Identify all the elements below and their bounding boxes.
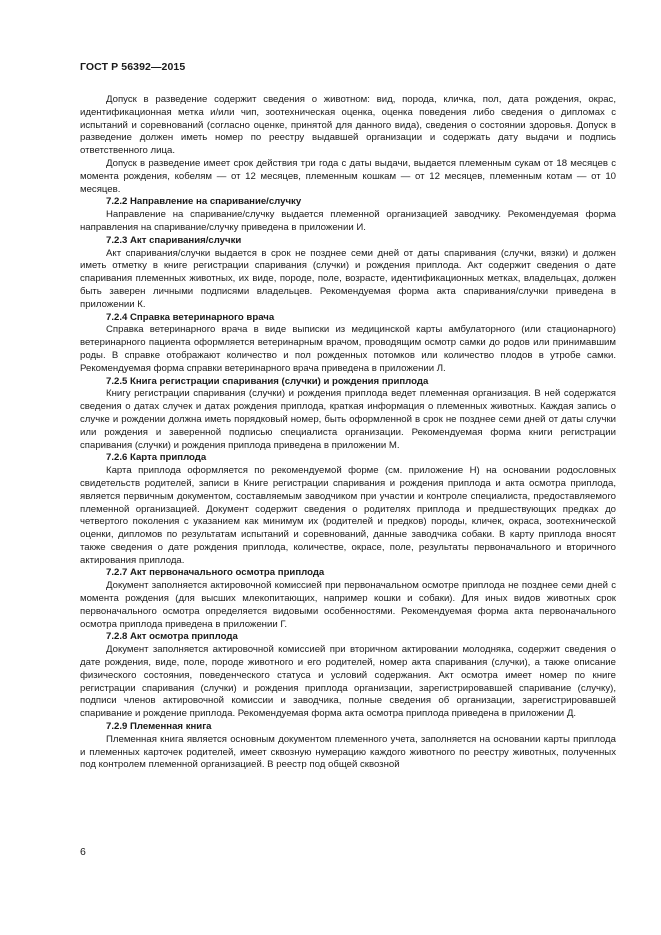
- section-heading: 7.2.3 Акт спаривания/случки: [106, 234, 242, 246]
- paragraph: Допуск в разведение имеет срок действия три года с даты выдачи, выдается племенным сукам от 18 месяцев с момента рождения, кобелям — от 12 месяцев, племенным кошкам — от 12 месяцев, племенным котам — от 10 месяцев.: [80, 157, 616, 195]
- document-header: ГОСТ Р 56392—2015: [80, 61, 186, 73]
- paragraph: Документ заполняется актировочной комиссией при вторичном актировании молодняка, содержит сведения о дате рождения, виде, поле, породе животного и его родителей, номер акта спаривания (случки), а также описание физического состояния, поведенческого статуса и условий содержания. Акт осмотра имеет номер по книге регистрации спаривания (случки) и рождения приплода организации, зарегистрировавшей спаривание (случку), подписи членов актировочной комиссии и заводчика, полные сведения об организации, зарегистрировавшей спаривание и рождение приплода. Рекомендуемая форма акта осмотра приплода приведена в приложении Д.: [80, 644, 616, 720]
- section-heading: 7.2.6 Карта приплода: [106, 452, 207, 464]
- paragraph: Племенная книга является основным документом племенного учета, заполняется на основании карты приплода и племенных карточек родителей, имеет сквозную нумерацию каждого животного по реестру животных, полученных под контролем племенной организацией. В реестр под общей сквозной: [80, 733, 616, 771]
- section-heading: 7.2.5 Книга регистрации спаривания (случки) и рождения приплода: [106, 375, 429, 387]
- section-heading: 7.2.4 Справка ветеринарного врача: [106, 311, 275, 323]
- section-heading: 7.2.9 Племенная книга: [106, 721, 212, 733]
- paragraph: Акт спаривания/случки выдается в срок не позднее семи дней от даты спаривания (случки, вязки) и должен иметь отметку в книге регистрации спаривания (случки) и рождения приплода. Акт содержит сведения о дате спаривания племенных животных, их виде, породе, поле, возрасте, идентификационных метках, владельцах, должен быть заверен личными подписями владельцев. Рекомендуемая форма акта спаривания/случки приведена в приложении К.: [80, 247, 616, 310]
- section-heading: 7.2.8 Акт осмотра приплода: [106, 631, 238, 643]
- paragraph: Допуск в разведение содержит сведения о животном: вид, порода, кличка, пол, дата рождения, окрас, идентификационная метка и/или чип, зоотехническая оценка, оценка поведения либо сведения о дипломах с испытаний и соревнований (согласно оценке, принятой для данного вида), сведения о состоянии здоровья. Допуск в разведение должен иметь номер по реестру выдавшей организации и содержать дату выдачи и подпись ответственного лица.: [80, 94, 616, 157]
- paragraph: Справка ветеринарного врача в виде выписки из медицинской карты амбулаторного (или стационарного) ветеринарного пациента оформляется ветеринарным врачом, проводящим осмотр самки до родов или принимавшим роды. В справке отображают количество и пол рожденных потомков или количество плодов в утробе самки. Рекомендуемая форма справки ветеринарного врача приведена в приложении Л.: [80, 324, 616, 374]
- paragraph: Книгу регистрации спаривания (случки) и рождения приплода ведет племенная организация. В ней содержатся сведения о датах случек и датах рождения приплода, краткая информация о племенных животных. Каждая запись о случке и рождении должна иметь порядковый номер, быть оформленной в срок не позднее семи дней от даты случки или рождения и заверенной подписью специалиста организации. Рекомендуемая форма книги регистрации спаривания (случки) и рождения приплода приведена в приложении М.: [80, 388, 616, 451]
- section-heading: 7.2.2 Направление на спаривание/случку: [106, 196, 302, 208]
- section-heading: 7.2.7 Акт первоначального осмотра приплода: [106, 567, 325, 579]
- paragraph: Карта приплода оформляется по рекомендуемой форме (см. приложение Н) на основании родословных свидетельств родителей, записи в Книге регистрации спаривания и рождения приплода и акта осмотра приплода, является первичным документом, составляемым заводчиком при участии и контроле специалиста, предоставляемого племенной организацией. Документ содержит сведения о родителях приплода и предшествующих предках до четвертого поколения с указанием как минимум их (родителей и предков) породы, кличек, окраса, зоотехнической оценки, дипломов по результатам испытаний и соревнований, данные заводчика собаки. В карту приплода вносят также сведения о дате рождения приплода, количестве, окрасе, поле, результаты первоначального и вторичного актирования приплода.: [80, 465, 616, 566]
- page-number: 6: [80, 846, 86, 858]
- paragraph: Направление на спаривание/случку выдается племенной организацией заводчику. Рекомендуемая форма направления на спаривание/случку приведена в приложении И.: [80, 209, 616, 233]
- paragraph: Документ заполняется актировочной комиссией при первоначальном осмотре приплода не позднее семи дней с момента рождения (для высших млекопитающих, например кошки и собаки). Для иных видов животных срок первоначального осмотра определяется видовыми особенностями. Рекомендуемая форма акта первоначального осмотра приплода приведена в приложении Г.: [80, 580, 616, 630]
- document-body: [80, 94, 616, 772]
